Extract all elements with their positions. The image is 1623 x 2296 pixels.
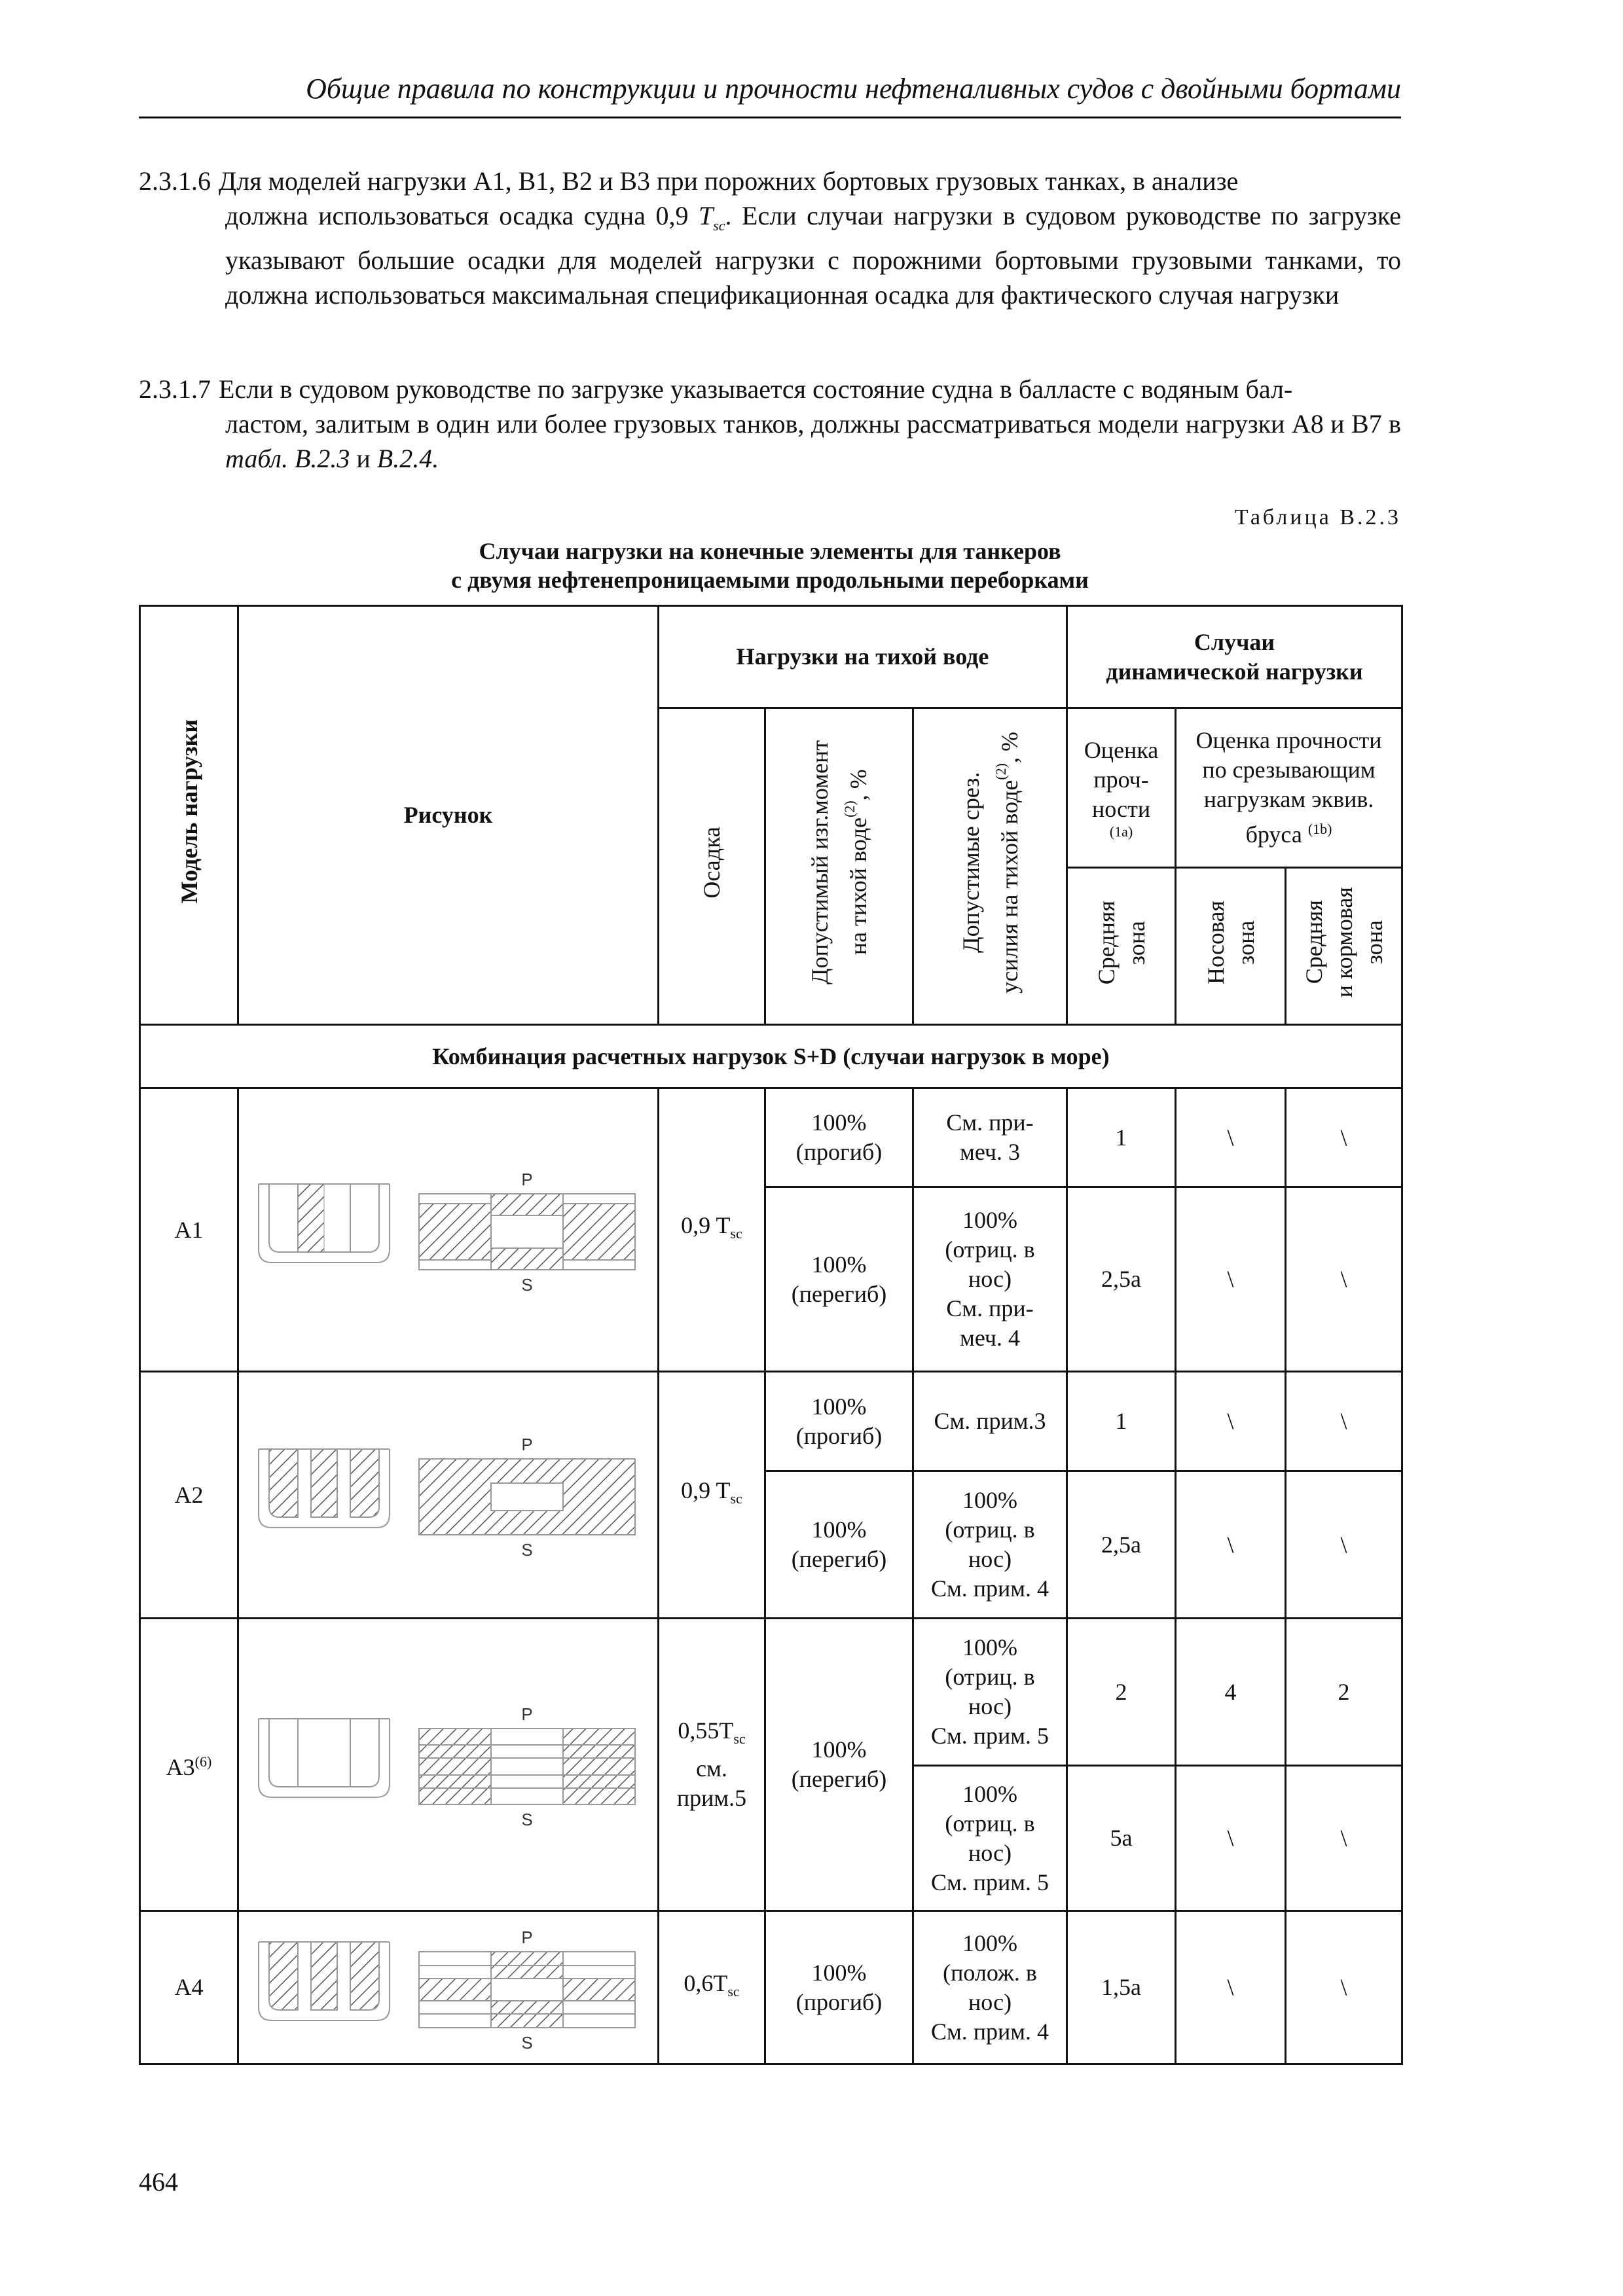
cell-line: меч. 4 [960,1325,1020,1351]
zone-line: Средняя [1093,900,1120,985]
draft-a1 [659,1088,765,1372]
cell-line: 100% [962,1634,1018,1660]
header-line-text: бруса [1245,821,1302,848]
zone-line: Носовая [1202,901,1229,984]
sf-a3-1 [913,1619,1067,1766]
header-bm-line: Допустимый изг.момент [807,740,833,985]
header-bm-text [805,740,873,984]
cell-line: (прогиб) [795,1139,883,1165]
cell-line: (отриц. в [945,1810,1035,1837]
port-label: P [520,1704,533,1724]
load-pattern-figure-a2 [246,1423,651,1567]
header-line: ности [1091,796,1151,822]
draft-a2 [659,1372,765,1619]
plan-view-diagram [419,1194,635,1270]
draft-subscript: sc [727,1983,740,2000]
cell-line: (перегиб) [791,1766,887,1792]
starboard-label: S [520,1275,533,1295]
paragraph-2-3-1-7 [139,372,1401,476]
header-dynamic-line: динамической нагрузки [1106,658,1363,685]
bow-a4: \ [1176,1911,1286,2064]
cell-line: нос) [968,1546,1012,1572]
header-zone-text [1091,901,1152,984]
bm-a2-2 [765,1471,913,1619]
bm-a1-2 [765,1187,913,1372]
model-a1: А1 [140,1088,238,1372]
draft-symbol: T [698,201,714,230]
header-sf-text [956,732,1025,994]
cell-line: 100% [811,1736,867,1763]
figure-a4 [238,1911,659,2064]
strength-a1-2: 2,5a [1067,1187,1176,1372]
cell-line: меч. 3 [960,1139,1020,1165]
paragraph-text: должна использоваться осадка судна 0,9 [225,201,699,230]
header-model [140,606,238,1025]
header-zone-text [1299,887,1389,997]
plan-view-diagram [419,1729,635,1804]
paragraph-text: ластом, залитым в один или более грузовых танков, должны рассматриваться модели нагрузки А8 и В7 в [225,409,1401,439]
header-still-water: Нагрузки на тихой воде [659,606,1067,708]
aft-a1-2: \ [1286,1187,1402,1372]
zone-line: и кормовая [1330,887,1357,998]
header-figure: Рисунок [238,606,659,1025]
zone-line: зона [1232,920,1259,965]
bow-a1-1: \ [1176,1088,1286,1187]
table-title-line: Случаи нагрузки на конечные элементы для танкеров [479,538,1061,564]
draft-value: 0,9 T [681,1212,731,1239]
bm-a2-1 [765,1372,913,1471]
header-draft-text: Осадка [699,827,725,899]
footnote-marker: (2) [992,763,1009,780]
cell-line: (прогиб) [795,1988,883,2015]
figure-a3 [238,1619,659,1911]
header-bow-zone [1176,868,1286,1025]
cell-line: (отриц. в [945,1236,1035,1263]
bow-a2-1: \ [1176,1372,1286,1471]
paragraph-text: . Если случаи нагрузки в судовом руководстве по загрузке указывают большие осадки для моделей нагрузки с порожними бортовыми грузовыми танками, то должна использоваться максимальная спецификационная осадка для фактического случая нагрузки [225,201,1401,310]
paragraph-text: Если в судовом руководстве по загрузке указывается состояние судна в балласте с водяным бал- [219,374,1293,404]
paragraph-number: 2.3.1.7 [139,374,211,404]
strength-a4: 1,5a [1067,1911,1176,2064]
cell-line: см. [696,1755,727,1782]
aft-a1-1: \ [1286,1088,1402,1187]
cell-line: См. прим. 5 [930,1869,1049,1895]
footnote-marker: (1a) [1109,823,1133,840]
cell-line: (перегиб) [791,1280,887,1307]
model-a2: А2 [140,1372,238,1619]
aft-a4: \ [1286,1911,1402,2064]
table-reference[interactable]: В.2.4. [376,444,439,473]
paragraph-text: и [350,444,377,473]
starboard-label: S [520,1810,533,1829]
cell-line: См. при- [946,1295,1034,1321]
cell-line: 100% [811,1393,867,1420]
aft-a3-1: 2 [1286,1619,1402,1766]
strength-a2-1: 1 [1067,1372,1176,1471]
port-label: P [520,1927,533,1947]
load-pattern-figure-a3 [246,1693,651,1837]
cell-line: прим.5 [676,1784,747,1811]
paragraph-number: 2.3.1.6 [139,166,211,196]
figure-a2 [238,1372,659,1619]
model-value: А3 [166,1754,195,1780]
header-line: нагрузкам эквив. [1203,786,1374,812]
page-number: 464 [139,2167,178,2197]
cross-section-diagram [259,1719,390,1797]
draft-value: 0,9 T [681,1477,731,1504]
cell-line: См. прим. 4 [930,2018,1049,2045]
cell-line: (отриц. в [945,1516,1035,1543]
header-model-text: Модель нагрузки [175,719,202,904]
cell-line: нос) [968,1266,1012,1292]
cell-line: См. при- [946,1109,1034,1136]
sf-a2-1: См. прим.3 [913,1372,1067,1471]
paragraph-2-3-1-6 [139,164,1401,312]
sf-a2-2 [913,1471,1067,1619]
cell-line: См. прим. 4 [930,1575,1049,1602]
load-cases-table [139,605,1403,2065]
plan-view-diagram [419,1952,635,2028]
cell-line: См. прим. 5 [930,1723,1049,1749]
paragraph-continuation [139,198,1401,312]
paragraph-text: Для моделей нагрузки А1, В1, В2 и В3 при порожних бортовых грузовых танках, в анализе [219,166,1239,196]
table-title-line: с двумя нефтенепроницаемыми продольными переборками [451,567,1089,593]
cell-line: (перегиб) [791,1546,887,1572]
aft-a2-1: \ [1286,1372,1402,1471]
cell-line: (полож. в [943,1959,1037,1986]
draft-subscript: sc [733,1731,746,1748]
aft-a3-2: \ [1286,1766,1402,1911]
draft-a4 [659,1911,765,2064]
cell-line: нос) [968,1693,1012,1719]
cross-section-diagram [259,1449,390,1528]
section-title: Комбинация расчетных нагрузок S+D (случаи нагрузок в море) [140,1025,1402,1088]
cross-section-diagram [259,1942,390,2020]
draft-subscript: sc [730,1225,742,1242]
cell-line: 100% [811,1251,867,1278]
model-a4: А4 [140,1911,238,2064]
strength-a3-2: 5a [1067,1766,1176,1911]
cell-line: (прогиб) [795,1422,883,1449]
header-shear-assessment [1176,708,1402,868]
bow-a3-1: 4 [1176,1619,1286,1766]
cell-line: 100% [811,1516,867,1543]
header-line: по срезывающим [1202,757,1376,783]
header-zone-text [1201,901,1261,984]
header-bm-line: , % [845,770,871,802]
footnote-marker: (6) [194,1753,212,1770]
strength-a2-2: 2,5a [1067,1471,1176,1619]
cell-line: (отриц. в [945,1664,1035,1690]
cell-line: 100% [962,1780,1018,1807]
port-label: P [520,1435,533,1454]
cell-line: 100% [811,1959,867,1986]
starboard-label: S [520,2032,533,2053]
cell-line: нос) [968,1839,1012,1866]
table-title [139,537,1401,594]
load-pattern-figure-a1 [246,1158,651,1302]
header-line: Оценка прочности [1195,727,1382,753]
header-shear-force [913,708,1067,1025]
header-strength [1067,708,1176,868]
port-label: P [520,1170,533,1189]
header-line: проч- [1093,766,1149,793]
strength-a3-1: 2 [1067,1619,1176,1766]
header-line: Оценка [1084,737,1159,763]
model-a3 [140,1619,238,1911]
zone-line: зона [1360,920,1387,965]
table-caption: Таблица В.2.3 [1234,505,1401,529]
bm-a4 [765,1911,913,2064]
header-bm-line: на тихой воде [845,817,871,956]
sf-a4 [913,1911,1067,2064]
draft-value: 0,6T [684,1969,728,1996]
cell-line: нос) [968,1988,1012,2015]
footnote-marker: (1b) [1307,821,1332,837]
header-bending-moment [765,708,913,1025]
header-line [1179,814,1398,850]
strength-a1-1: 1 [1067,1088,1176,1187]
load-pattern-figure-a4 [246,1916,651,2060]
cell-line: 100% [962,1487,1018,1513]
cell-line [662,1716,761,1753]
header-mid-zone [1067,868,1176,1025]
sf-a1-2 [913,1187,1067,1372]
bow-a3-2: \ [1176,1766,1286,1911]
starboard-label: S [520,1540,533,1560]
table-reference[interactable]: табл. В.2.3 [225,444,350,473]
cell-line: 100% [962,1207,1018,1233]
sf-a1-1 [913,1088,1067,1187]
cell-line: 100% [811,1109,867,1136]
running-header: Общие правила по конструкции и прочности нефтеналивных судов с двойными бортами [306,73,1401,105]
zone-line: Средняя [1300,900,1327,985]
header-rule [139,117,1401,118]
header-aft-zone [1286,868,1402,1025]
bow-a1-2: \ [1176,1187,1286,1372]
header-draft [659,708,765,1025]
header-dynamic-line: Случаи [1194,628,1275,655]
cell-line: 100% [962,1929,1018,1956]
bow-a2-2: \ [1176,1471,1286,1619]
draft-subscript: sc [713,217,725,234]
header-sf-line: усилия на тихой воде [996,780,1023,994]
draft-value: 0,55T [678,1717,734,1744]
draft-subscript: sc [730,1490,742,1507]
draft-a3 [659,1619,765,1911]
aft-a2-2: \ [1286,1471,1402,1619]
figure-a1 [238,1088,659,1372]
header-sf-line: , % [996,732,1023,764]
sf-a3-2 [913,1766,1067,1911]
zone-line: зона [1123,920,1150,965]
footnote-marker: (2) [841,801,858,818]
bm-a3 [765,1619,913,1911]
plan-view-diagram [419,1459,635,1535]
header-dynamic [1067,606,1402,708]
bm-a1-1 [765,1088,913,1187]
header-sf-line: Допустимые срез. [957,772,984,954]
paragraph-continuation [139,406,1401,476]
